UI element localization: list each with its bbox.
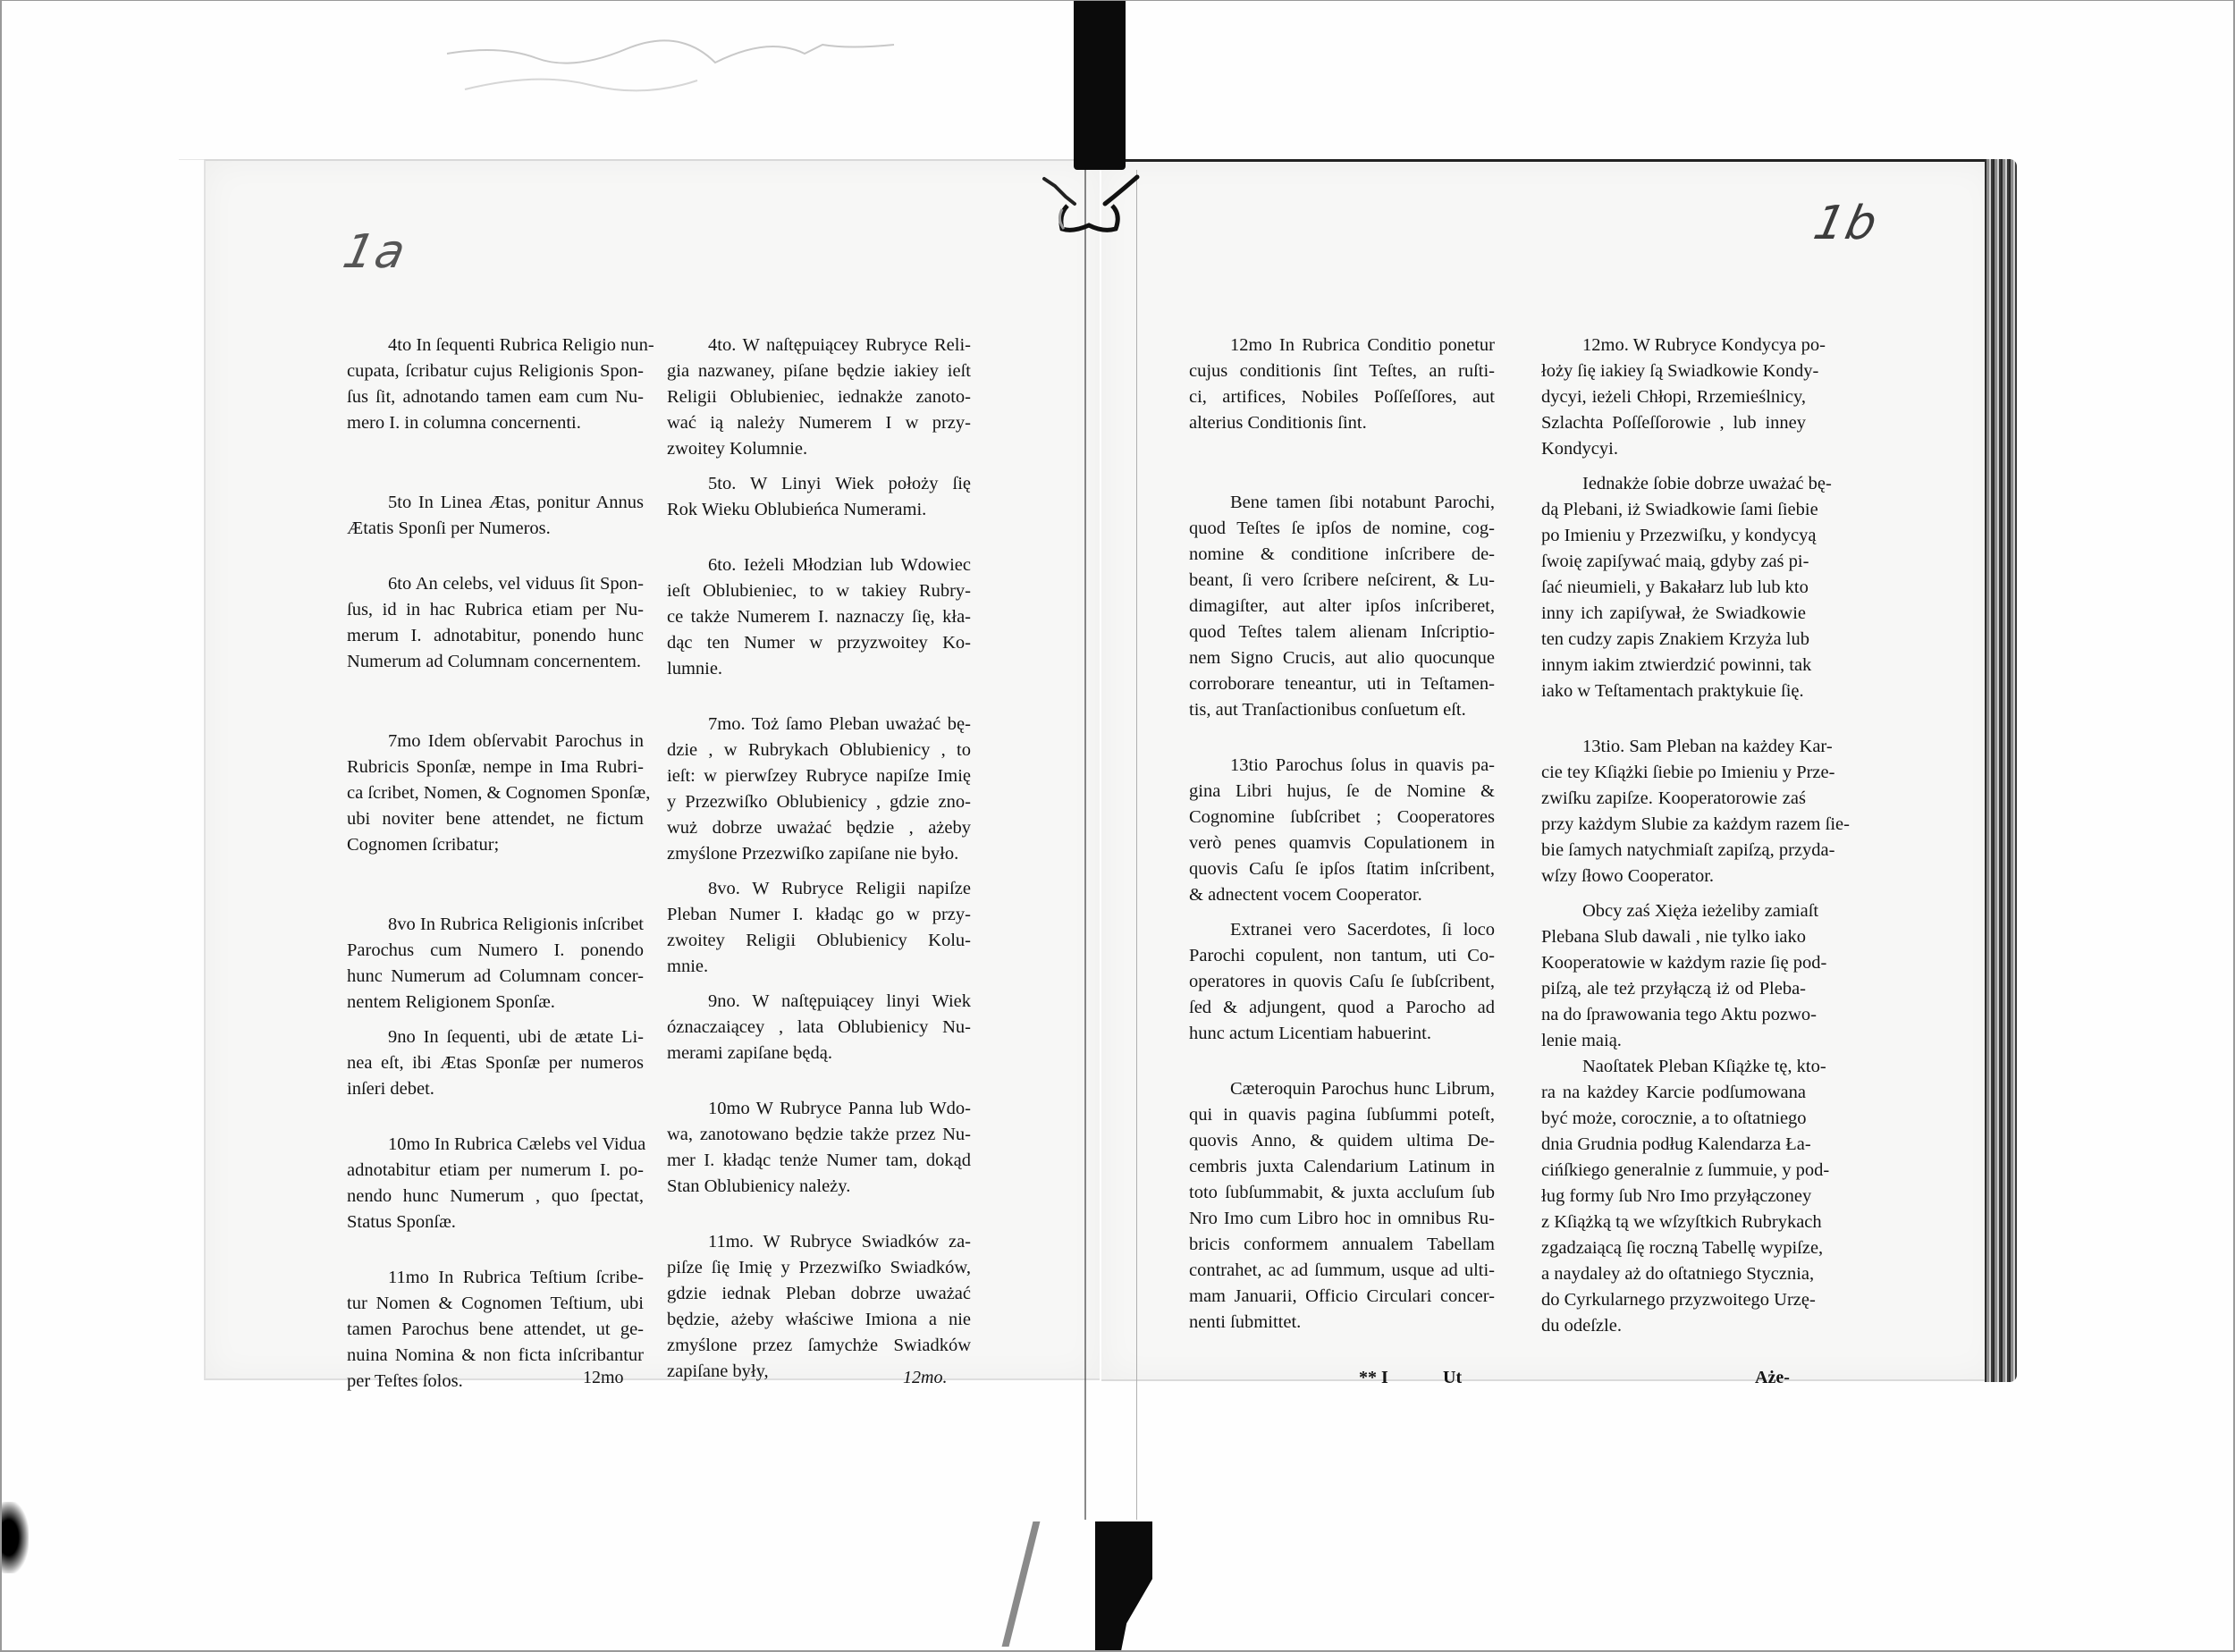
paragraph: [1189, 1076, 1495, 1336]
text-line: mer I. kładąc tenże Numer tam, dokąd: [667, 1150, 971, 1170]
binding-spine-top: [1074, 0, 1126, 170]
text-line: toto ſubſummabit, & juxta accluſum ſub: [1189, 1183, 1495, 1202]
text-line: 4to In ſequenti Rubrica Religio nun-: [388, 335, 654, 355]
text-line: a naydaley aż do oſtatniego Stycznia,: [1541, 1264, 1815, 1284]
text-line: zwiſku zapiſze. Kooperatorowie zaś: [1541, 788, 1806, 808]
text-line: łoży ſię iakiey ſą Swiadkowie Kondy-: [1541, 361, 1819, 381]
text-line: 8vo In Rubrica Religionis inſcribet: [388, 914, 644, 934]
text-line: wać ią należy Numerem I w przy-: [667, 413, 971, 433]
text-line: 8vo. W Rubryce Religii napiſze: [708, 879, 971, 898]
catchword-right-latin: Ut: [1443, 1368, 1463, 1387]
text-line: gdzie iednak Pleban dobrze uważać: [667, 1284, 971, 1303]
text-line: 7mo Idem obſervabit Parochus in: [388, 731, 644, 751]
paragraph: [1541, 1054, 1830, 1339]
catchword-right-polish: Aże-: [1755, 1368, 1790, 1387]
text-line: ieſt: w pierwſzey Rubryce napiſze Imię: [667, 766, 971, 786]
text-line: Parochus cum Numero I. ponendo: [347, 940, 644, 960]
text-line: Rubricis Sponſæ, nempe in Ima Rubri-: [347, 757, 644, 777]
text-line: merum I. adnotabitur, ponendo hunc: [347, 626, 644, 645]
text-line: contrahet, ac ad ſummum, usque ad ulti-: [1189, 1260, 1495, 1280]
text-line: Plebana Slub dawali , nie tylko iako: [1541, 927, 1806, 947]
text-line: 6to. Ieżeli Młodzian lub Wdowiec: [708, 555, 971, 575]
text-line: Rok Wieku Oblubieńca Numerami.: [667, 500, 927, 519]
paragraph: [667, 1096, 971, 1200]
text-line: nea eſt, ibi Ætas Sponſæ per numeros: [347, 1053, 644, 1073]
text-line: ſed & adjungent, quod a Parocho ad: [1189, 998, 1495, 1017]
text-line: Cæteroquin Parochus hunc Librum,: [1230, 1079, 1495, 1099]
text-line: Extranei vero Sacerdotes, ſi loco: [1230, 920, 1495, 940]
text-line: z Kſiążką tą we wſzyſtkich Rubrykach: [1541, 1212, 1822, 1232]
text-line: lenie maią.: [1541, 1031, 1622, 1050]
text-line: hunc actum Licentiam habuerint.: [1189, 1024, 1431, 1043]
text-line: cembris juxta Calendarium Latinum in: [1189, 1157, 1495, 1176]
text-line: ci, artifices, Nobiles Poſſeſſores, aut: [1189, 387, 1495, 407]
text-line: nuina Nomina & non ficta inſcribantur: [347, 1345, 644, 1365]
text-line: przy każdym Slubie za każdym razem ſie-: [1541, 814, 1850, 834]
text-line: tur Nomen & Cognomen Teſtium, ubi: [347, 1294, 644, 1313]
text-line: Bene tamen ſibi notabunt Parochi,: [1230, 493, 1495, 512]
text-line: ſus ſit, adnotando tamen eam cum Nu-: [347, 387, 644, 407]
text-line: per Teſtes ſolos.: [347, 1371, 463, 1391]
text-line: 9no. W naſtępuiącey linyi Wiek: [708, 991, 971, 1011]
text-line: cie tey Kſiążki ſiebie po Imieniu y Prze-: [1541, 763, 1835, 782]
text-line: 11mo In Rubrica Teſtium ſcribe-: [388, 1268, 644, 1287]
text-line: gia nazwaney, piſane będzie iakiey ieſt: [667, 361, 971, 381]
text-line: Iednakże ſobie dobrze uważać bę-: [1582, 474, 1832, 493]
text-line: Cognomine ſubſcribet ; Cooperatores: [1189, 807, 1495, 827]
paragraph: [1189, 490, 1495, 723]
text-line: nendo hunc Numerum , quo ſpectat,: [347, 1186, 644, 1206]
paragraph: [347, 729, 651, 858]
text-line: adnotabitur etiam per numerum I. po-: [347, 1160, 644, 1180]
text-line: ten cudzy zapis Znakiem Krzyża lub: [1541, 629, 1809, 649]
text-line: wa, zanotowano będzie także przez Nu-: [667, 1125, 971, 1144]
text-line: Naoſtatek Pleban Kſiążke tę, kto-: [1582, 1057, 1826, 1076]
text-line: zapiſane były,: [667, 1361, 769, 1381]
text-line: y Przezwiſko Oblubienicy , gdzie zno-: [667, 792, 971, 812]
paragraph: [667, 876, 971, 980]
text-line: gina Libri hujus, ſe de Nomine &: [1189, 781, 1495, 801]
text-line: 9no In ſequenti, ubi de ætate Li-: [388, 1027, 644, 1047]
text-line: inſeri debet.: [347, 1079, 434, 1099]
text-line: Stan Oblubienicy należy.: [667, 1176, 851, 1196]
faint-scribble-marks: [429, 18, 1055, 98]
page-edge-stack: [1985, 159, 2017, 1382]
left-page-latin-column: [347, 333, 654, 1395]
text-line: do Cyrkularnego przyzwoitego Urzę-: [1541, 1290, 1816, 1310]
text-line: & adnectent vocem Cooperator.: [1189, 885, 1422, 905]
text-line: cińſkiego generalnie z ſummuie, y pod-: [1541, 1160, 1830, 1180]
text-line: du odeſzle.: [1541, 1316, 1622, 1336]
catchword-left-polish: 12mo.: [903, 1368, 948, 1387]
text-line: merami zapiſane będą.: [667, 1043, 832, 1063]
paragraph: [1541, 471, 1832, 704]
text-line: będzie, ażeby właściwe Imiona a nie: [667, 1310, 971, 1329]
text-line: Ætatis Sponſi per Numeros.: [347, 518, 551, 538]
text-line: bie ſamych natychmiaſt zapiſzą, przyda-: [1541, 840, 1835, 860]
text-line: Kooperatowie w każdym razie ſię pod-: [1541, 953, 1827, 973]
text-line: Parochi copulent, non tantum, uti Co-: [1189, 946, 1495, 965]
background-sheet: [179, 0, 1073, 160]
text-line: 13tio Parochus ſolus in quavis pa-: [1230, 755, 1495, 775]
text-line: po Imieniu y Przezwiſku, y kondycyą: [1541, 526, 1817, 545]
paragraph: [347, 333, 654, 436]
paragraph: [1541, 898, 1827, 1054]
text-line: zwoitey Religii Oblubienicy Kolu-: [667, 931, 971, 950]
handwritten-folio-number-right: 1b: [1809, 197, 1884, 250]
text-line: nentem Religionem Sponſæ.: [347, 992, 555, 1012]
paragraph: [667, 712, 971, 867]
text-line: zwoitey Kolumnie.: [667, 439, 808, 459]
text-line: óznaczaiącey , lata Oblubienicy Nu-: [667, 1017, 971, 1037]
text-line: iako w Teſtamentach praktykuie ſię.: [1541, 681, 1804, 701]
text-line: 12mo. W Rubryce Kondycya po-: [1582, 335, 1826, 355]
text-line: dzie , w Rubrykach Oblubienicy , to: [667, 740, 971, 760]
text-line: Pleban Numer I. kładąc go w przy-: [667, 905, 971, 924]
paragraph: [667, 989, 971, 1066]
paragraph: [347, 490, 644, 542]
text-line: piſze ſię Imię y Przezwiſko Swiadków,: [667, 1258, 971, 1277]
gutter-line-secondary: [1136, 170, 1137, 1520]
text-line: lumnie.: [667, 659, 723, 678]
text-line: cujus conditionis ſint Teſtes, an ruſti-: [1189, 361, 1495, 381]
text-line: quovis Anno, & quidem ultima De-: [1189, 1131, 1495, 1150]
text-line: ſać nieumieli, y Bakałarz lub lub kto: [1541, 577, 1809, 597]
text-line: hunc Numerum ad Columnam concer-: [347, 966, 644, 986]
text-line: piſzą, ale też przyłączą iż od Pleba-: [1541, 979, 1806, 999]
text-line: quod Teſtes ſe ipſos de nomine, cog-: [1189, 518, 1495, 538]
text-line: 6to An celebs, vel viduus ſit Spon-: [388, 574, 644, 594]
text-line: Nro Imo cum Libro hoc in omnibus Ru-: [1189, 1209, 1495, 1228]
text-line: wſzy ſłowo Cooperator.: [1541, 866, 1715, 886]
text-line: tis, aut Tranſactionibus conſuetum eſt.: [1189, 700, 1466, 720]
paragraph: [1189, 753, 1495, 908]
text-line: 12mo In Rubrica Conditio ponetur: [1230, 335, 1495, 355]
binding-stitch-ornament-icon: [1037, 170, 1144, 250]
signature-mark: ** I: [1359, 1368, 1388, 1387]
paragraph: [667, 1229, 971, 1385]
text-line: 13tio. Sam Pleban na każdey Kar-: [1582, 737, 1833, 756]
text-line: ca ſcribet, Nomen, & Cognomen Sponſæ,: [347, 783, 651, 803]
text-line: nem Signo Crucis, aut alio quocunque: [1189, 648, 1495, 668]
text-line: bricis conformem annualem Tabellam: [1189, 1235, 1495, 1254]
paragraph: [667, 471, 971, 523]
text-line: mam Januarii, Officio Circulari concer-: [1189, 1286, 1495, 1306]
paragraph: [1189, 917, 1495, 1047]
paragraph: [347, 571, 644, 675]
text-line: mnie.: [667, 957, 709, 976]
catchword-left-latin: 12mo: [583, 1368, 624, 1387]
text-line: cupata, ſcribatur cujus Religionis Spon-: [347, 361, 644, 381]
text-line: ſwoię zapiſywać maią, gdyby zaś pi-: [1541, 552, 1809, 571]
text-line: 10mo W Rubryce Panna lub Wdo-: [708, 1099, 971, 1118]
paragraph: [1189, 333, 1495, 436]
text-line: 11mo. W Rubryce Swiadków za-: [708, 1232, 971, 1252]
text-line: ieſt Oblubieniec, to w takiey Rubry-: [667, 581, 971, 601]
text-line: verò penes quamvis Copulationem in: [1189, 833, 1495, 853]
text-line: tamen Parochus bene attendet, ut ge-: [347, 1319, 644, 1339]
text-line: 5to. W Linyi Wiek położy ſię: [708, 474, 971, 493]
text-line: quovis Caſu ſe ipſos ſtatim inſcribent,: [1189, 859, 1495, 879]
text-line: Obcy zaś Xięża ieżeliby zamiaſt: [1582, 901, 1819, 921]
text-line: quod Teſtes talem alienam Inſcriptio-: [1189, 622, 1495, 642]
text-line: Numerum ad Columnam concernentem.: [347, 652, 642, 671]
text-line: nomine & conditione inſcribere de-: [1189, 544, 1495, 564]
text-line: innym iakim ztwierdzić powinni, tak: [1541, 655, 1812, 675]
text-line: corroborare teneantur, uti in Teſtamen-: [1189, 674, 1495, 694]
text-line: operatores in quovis Caſu ſe ſubſcribent,: [1189, 972, 1495, 991]
text-line: Kondycyi.: [1541, 439, 1618, 459]
paragraph: [667, 552, 971, 682]
text-line: zmyślone Przezwiſko zapiſane nie było.: [667, 844, 959, 864]
handwritten-folio-number-left: 1a: [338, 225, 412, 279]
scan-corner-blot: [0, 1502, 29, 1573]
left-page-polish-column: [667, 333, 971, 1385]
text-line: nenti ſubmittet.: [1189, 1312, 1302, 1332]
text-line: dnia Grudnia podług Kalendarza Ła-: [1541, 1134, 1811, 1154]
text-line: ubi noviter bene attendet, ne fictum: [347, 809, 644, 829]
text-line: dą Plebani, iż Swiadkowie ſami ſiebie: [1541, 500, 1818, 519]
right-page-latin-column: [1189, 333, 1495, 1336]
text-line: 7mo. Toż ſamo Pleban uważać bę-: [708, 714, 971, 734]
gutter-line: [1084, 170, 1086, 1520]
text-line: wuż dobrze uważać będzie , ażeby: [667, 818, 971, 838]
text-line: 5to In Linea Ætas, ponitur Annus: [388, 493, 644, 512]
text-line: na do ſprawowania tego Aktu pozwo-: [1541, 1005, 1817, 1024]
text-line: mero I. in columna concernenti.: [347, 413, 581, 433]
text-line: ce także Numerem I. naznaczy ſię, kła-: [667, 607, 971, 627]
paragraph: [347, 912, 644, 1016]
text-line: zgadzaiącą ſię roczną Tabellę wypiſze,: [1541, 1238, 1824, 1258]
text-line: 10mo In Rubrica Cælebs vel Vidua: [388, 1134, 646, 1154]
text-line: Cognomen ſcribatur;: [347, 835, 500, 855]
paragraph: [1541, 333, 1826, 462]
text-line: dimagiſter, aut alter ipſos inſcriberet,: [1189, 596, 1495, 616]
text-line: być może, corocznie, a to oſtatniego: [1541, 1108, 1807, 1128]
paragraph: [347, 1024, 644, 1102]
text-line: alterius Conditionis ſint.: [1189, 413, 1367, 433]
text-line: beant, ſi vero ſcribere neſcirent, & Lu-: [1189, 570, 1495, 590]
paragraph: [667, 333, 971, 462]
paragraph: [347, 1132, 644, 1235]
text-line: ſus, id in hac Rubrica etiam per Nu-: [347, 600, 644, 620]
text-line: Status Sponſæ.: [347, 1212, 456, 1232]
text-line: ług formy ſub Nro Imo przyłączoney: [1541, 1186, 1812, 1206]
text-line: inny ich zapiſywał, że Swiadkowie: [1541, 603, 1806, 623]
text-line: Szlachta Poſſeſſorowie , lub inney: [1541, 413, 1806, 433]
right-page-polish-column: [1541, 333, 1850, 1339]
text-line: qui in quavis pagina ſubſummi poteſt,: [1189, 1105, 1495, 1125]
text-line: dąc ten Numer w przyzwoitey Ko-: [667, 633, 971, 653]
text-line: 4to. W naſtępuiącey Rubryce Reli-: [708, 335, 971, 355]
text-line: ra na każdey Karcie podſumowana: [1541, 1083, 1806, 1102]
text-line: Religii Oblubieniec, iednakże zanoto-: [667, 387, 971, 407]
text-line: zmyślone przez ſamychże Swiadków: [667, 1336, 971, 1355]
paragraph: [1541, 734, 1850, 889]
text-line: dycyi, ieżeli Chłopi, Rrzemieślnicy,: [1541, 387, 1806, 407]
